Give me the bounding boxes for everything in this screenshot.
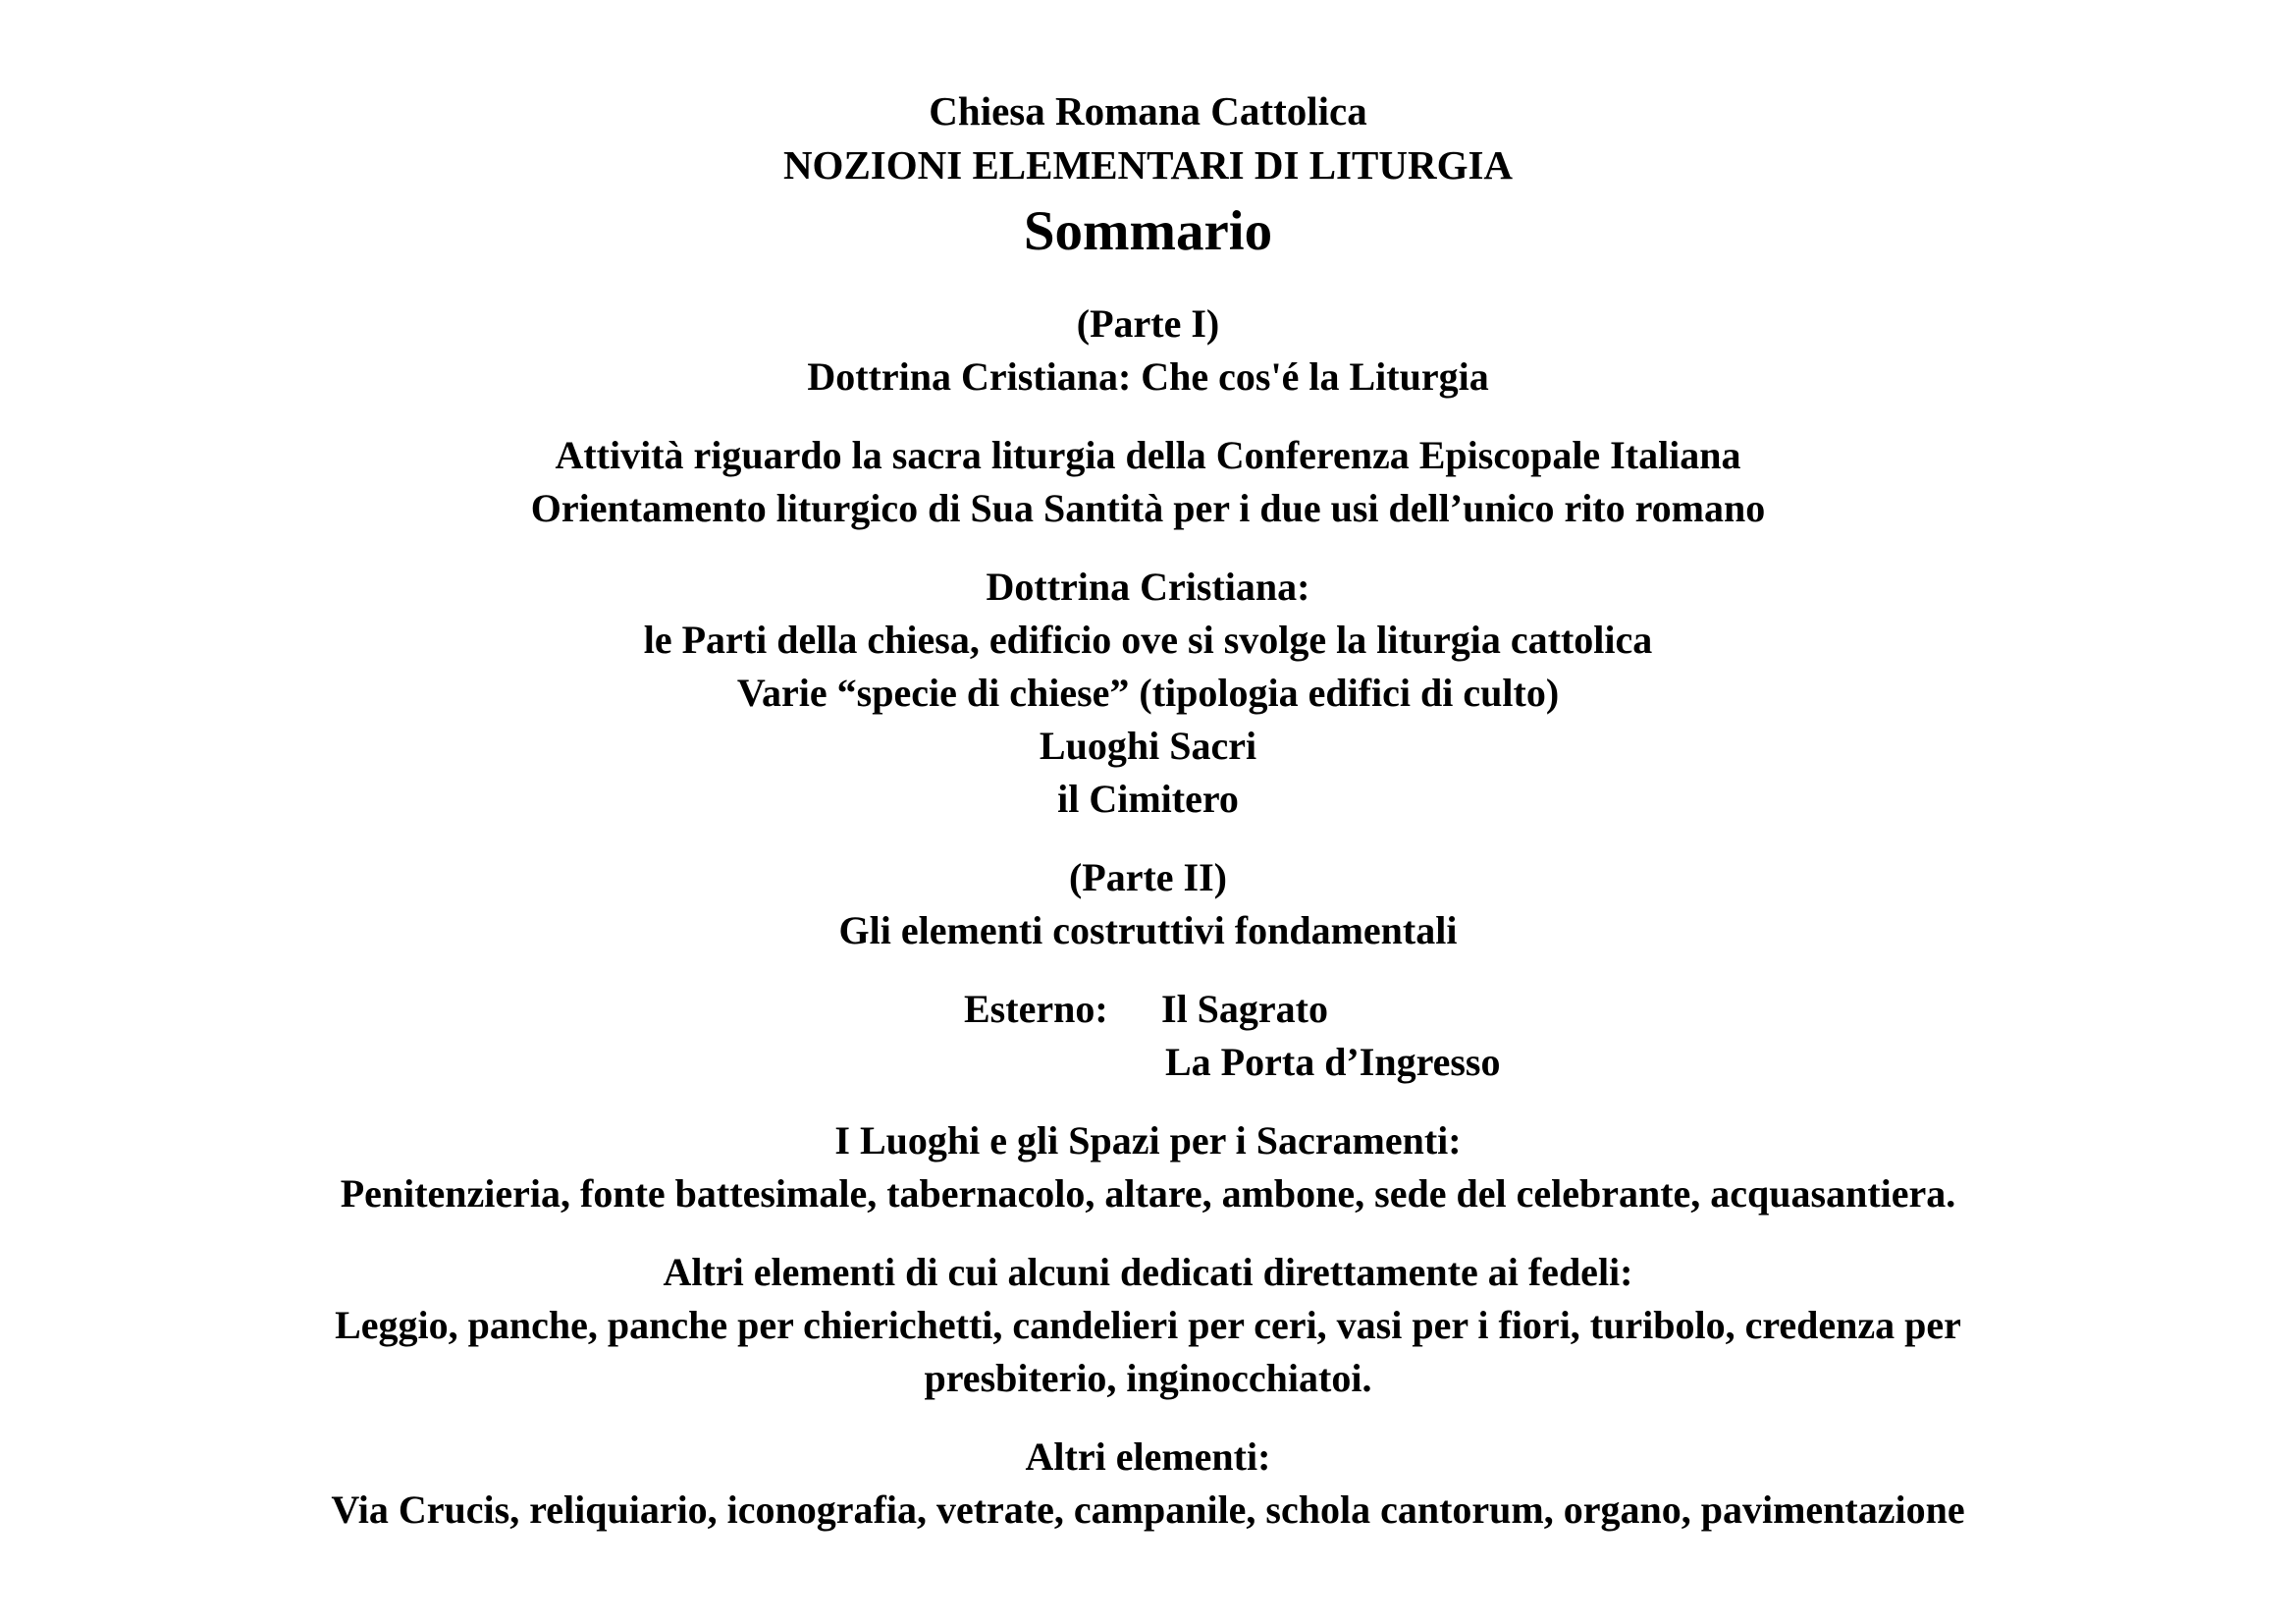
part2-label: (Parte II)	[1068, 855, 1228, 899]
doctrine-line-1: Dottrina Cristiana:	[986, 565, 1310, 609]
part2-title: Gli elementi costruttivi fondamentali	[838, 908, 1458, 952]
doctrine-line-4: Luoghi Sacri	[1039, 724, 1257, 768]
others-faithful-line-1: Altri elementi di cui alcuni dedicati direttamente ai fedeli:	[663, 1250, 1633, 1294]
others-line-2: Via Crucis, reliquiario, iconografia, vetrate, campanile, schola cantorum, organo, pavimentazione	[331, 1487, 1965, 1532]
doctrine-line-3: Varie “specie di chiese” (tipologia edifici di culto)	[736, 671, 1560, 715]
activities-line-1: Attività riguardo la sacra liturgia della Conferenza Episcopale Italiana	[555, 433, 1741, 477]
esterno-item-sagrato: Il Sagrato	[1161, 987, 1328, 1031]
esterno-label: Esterno:	[964, 987, 1108, 1031]
part1-title: Dottrina Cristiana: Che cos'é la Liturgia	[807, 354, 1489, 399]
others-faithful-line-3: presbiterio, inginocchiatoi.	[924, 1356, 1372, 1400]
doctrine-line-2: le Parti della chiesa, edificio ove si svolge la liturgia cattolica	[643, 618, 1653, 662]
others-faithful-line-2: Leggio, panche, panche per chierichetti, candelieri per ceri, vasi per i fiori, turibolo, credenza per	[335, 1303, 1961, 1347]
part1-label: (Parte I)	[1076, 301, 1220, 346]
esterno-item-porta: La Porta d’Ingresso	[1165, 1040, 1501, 1084]
others-line-1: Altri elementi:	[1025, 1434, 1271, 1479]
activities-line-2: Orientamento liturgico di Sua Santità per i due usi dell’unico rito romano	[530, 486, 1766, 530]
sacraments-line-2: Penitenzieria, fonte battesimale, tabernacolo, altare, ambone, sede del celebrante, acquasantiera.	[340, 1171, 1956, 1216]
church-name: Chiesa Romana Cattolica	[929, 88, 1367, 134]
doctrine-line-5: il Cimitero	[1057, 777, 1239, 821]
page-heading: Sommario	[1023, 200, 1273, 262]
course-title: NOZIONI ELEMENTARI DI LITURGIA	[782, 142, 1514, 188]
sacraments-line-1: I Luoghi e gli Spazi per i Sacramenti:	[834, 1118, 1462, 1162]
